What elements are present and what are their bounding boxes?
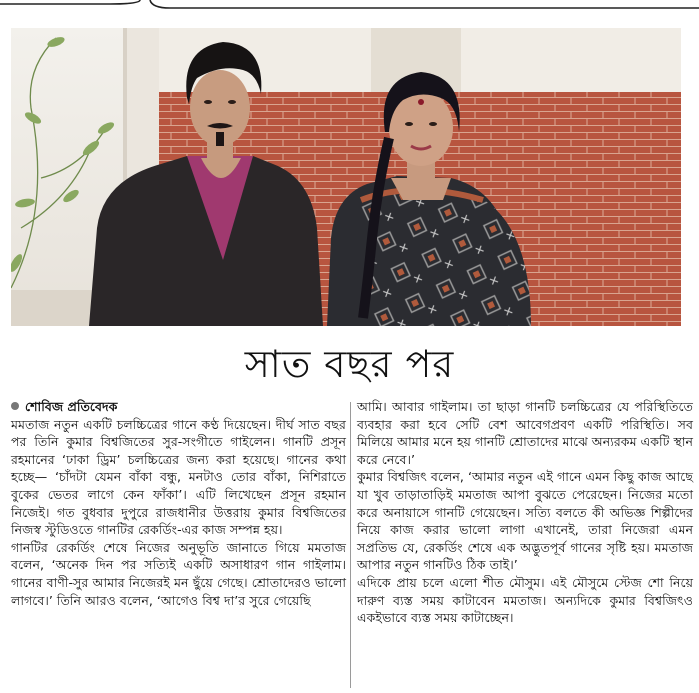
byline-text: শোবিজ প্রতিবেদক xyxy=(25,399,118,414)
column-divider xyxy=(350,402,351,688)
article-paragraph: কুমার বিশ্বজিৎ বলেন, ‘আমার নতুন এই গানে এমন কিছু কাজ আছে যা খুব তাড়াতাড়িই মমতাজ আপা বুঝতে পেরেছেন। নিজের মতো করে অনায়াসে গানটি গেয়েছেন। সত্যি বলতে কী অভিজ্ঞ শিল্পীদের নিয়ে কাজ করার ভালো লাগা এখানেই, তারা নিজেরা এমন সপ্রতিভ যে, রেকর্ডিং শেষে এক অদ্ভুতপূর্ব গানের সৃষ্টি হয়। মমতাজ আপার নতুন গানটিও ঠিক তাই।’ xyxy=(357,469,693,573)
article-headline: সাত বছর পর xyxy=(244,342,455,386)
article-paragraph: গানটির রেকর্ডিং শেষে নিজের অনুভূতি জানাতে গিয়ে মমতাজ বলেন, ‘অনেক দিন পর সত্যিই একটি অসাধারণ গান গাইলাম। গানের বাণী-সুর আমার নিজেরই মন ছুঁয়ে গেছে। শ্রোতাদেরও ভালো লাগবে।’ তিনি আরও বলেন, ‘আগেও বিশ্ব দা’র সুরে গেয়েছি xyxy=(11,539,346,608)
article-paragraph: আমি। আবার গাইলাম। তা ছাড়া গানটি চলচ্চিত্রের যে পরিস্থিতিতে ব্যবহার করা হবে সেটি বেশ আবেগপ্রবণ একটি পরিস্থিতি। সব মিলিয়ে আমার মনে হয় গানটি শ্রোতাদের মাঝে অন্যরকম একটি স্থান করে নেবে।’ xyxy=(357,399,693,467)
page-top-rule xyxy=(0,0,699,12)
article-photo xyxy=(11,28,681,326)
byline xyxy=(11,398,346,416)
article-column-right xyxy=(357,398,693,627)
article-column-left xyxy=(11,398,346,609)
bullet-icon xyxy=(11,402,19,410)
article-paragraph: এদিকে প্রায় চলে এলো শীত মৌসুম। এই মৌসুমে স্টেজ শো নিয়ে দারুণ ব্যস্ত সময় কাটাবেন মমতাজ। অন্যদিকে কুমার বিশ্বজিৎও একইভাবে ব্যস্ত সময় কাটাচ্ছেন। xyxy=(357,574,693,626)
article-paragraph: মমতাজ নতুন একটি চলচ্চিত্রের গানে কণ্ঠ দিয়েছেন। দীর্ঘ সাত বছর পর তিনি কুমার বিশ্বজিতের সুর-সংগীতে গাইলেন। গানটি প্রসূন রহমানের ‘ঢাকা ড্রিম’ চলচ্চিত্রের জন্য করা হয়েছে। গানের কথা হচ্ছে— ‘চাঁদটা যেমন বাঁকা বন্ধু, মনটাও তোর বাঁকা, নিশিরাতে বুকের ভেতর লাগে কেন ফাঁকা’। এটি লিখেছেন প্রসূন রহমান নিজেই। গত বুধবার দুপুরে রাজধানীর উত্তরায় কুমার বিশ্বজিতের নিজস্ব স্টুডিওতে গানটির রেকর্ডিং-এর কাজ সম্পন্ন হয়। xyxy=(11,416,346,538)
